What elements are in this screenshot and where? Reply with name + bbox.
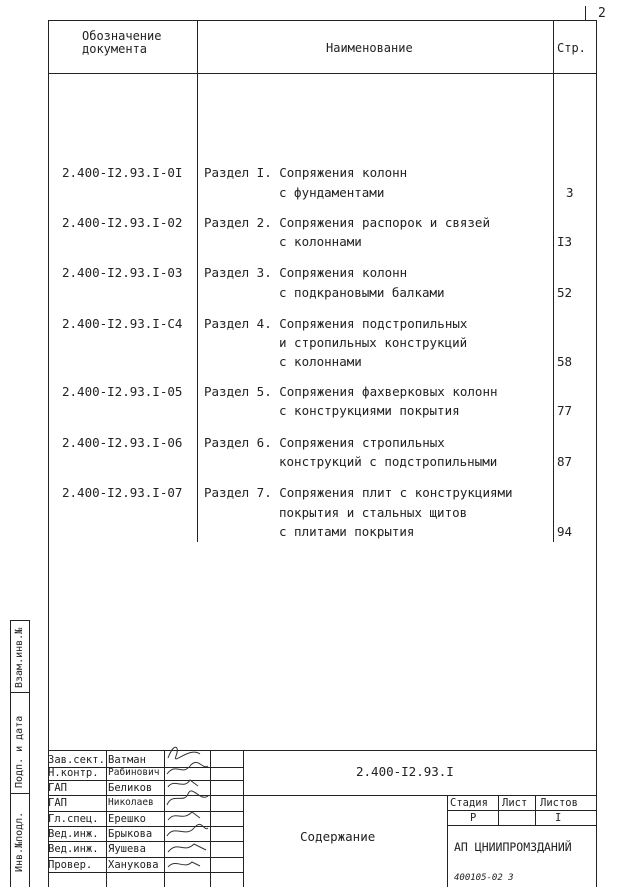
stamp-sheets-label: Листов <box>540 797 578 809</box>
row-code: 2.400-I2.93.I-0I <box>62 165 183 180</box>
row-page: 52 <box>557 285 573 300</box>
row-page: 87 <box>557 454 573 469</box>
stamp-role: Зав.сект. <box>48 754 105 766</box>
row-page: 3 <box>566 185 574 200</box>
stamp-name: Ханукова <box>108 859 159 871</box>
stamp-name: Ватман <box>108 754 146 766</box>
stamp-name: Николаев <box>108 797 154 808</box>
stamp-org: АП ЦНИИПРОМЗДАНИЙ <box>454 840 572 854</box>
row-title: Раздел 4. Сопряжения подстропильных <box>204 316 468 331</box>
row-code: 2.400-I2.93.I-06 <box>62 435 183 450</box>
row-page: 58 <box>557 354 573 369</box>
stamp-sheet-label: Лист <box>502 797 528 809</box>
row-code: 2.400-I2.93.I-C4 <box>62 316 183 331</box>
header-designation: Обозначение <box>82 29 162 43</box>
side-label-replace: Взам.инв.№ <box>14 627 25 688</box>
stamp-role: Гл.спец. <box>48 813 99 825</box>
row-title: с подкрановыми балками <box>279 285 445 300</box>
row-code: 2.400-I2.93.I-05 <box>62 384 183 399</box>
footer-note: 400105-02 3 <box>454 873 514 883</box>
stamp-sheet: I <box>555 812 562 824</box>
row-title: с колоннами <box>279 354 362 369</box>
row-title: конструкций с подстропильными <box>279 454 498 469</box>
stamp-role: Вед.инж. <box>48 843 99 855</box>
stamp-name: Яушева <box>108 843 146 855</box>
row-title: Раздел 7. Сопряжения плит с конструкциями <box>204 485 513 500</box>
header-designation-2: документа <box>82 42 148 56</box>
row-code: 2.400-I2.93.I-02 <box>62 215 183 230</box>
row-title: Раздел 5. Сопряжения фахверковых колонн <box>204 384 498 399</box>
row-title: Раздел I. Сопряжения колонн <box>204 165 408 180</box>
row-code: 2.400-I2.93.I-07 <box>62 485 183 500</box>
page-number: 2 <box>598 6 606 21</box>
stamp-name: Рабинович <box>108 767 160 778</box>
stamp-stage: Р <box>470 812 477 824</box>
row-title: и стропильных конструкций <box>279 335 468 350</box>
stamp-stage-label: Стадия <box>450 797 488 809</box>
row-title: с колоннами <box>279 234 362 249</box>
stamp-title: Содержание <box>300 829 376 844</box>
row-title: Раздел 3. Сопряжения колонн <box>204 265 408 280</box>
row-title: Раздел 2. Сопряжения распорок и связей <box>204 215 490 230</box>
row-title: Раздел 6. Сопряжения стропильных <box>204 435 445 450</box>
stamp-role: ГАП <box>48 782 67 794</box>
stamp-role: Н.контр. <box>48 767 99 779</box>
stamp-name: Беликов <box>108 782 153 794</box>
side-label-sign: Подп. и дата <box>14 715 25 788</box>
stamp-name: Ерешко <box>108 813 146 825</box>
row-title: с фундаментами <box>279 185 385 200</box>
row-page: 77 <box>557 403 573 418</box>
side-label-inv: Инв.№подл. <box>14 811 25 872</box>
row-page: 94 <box>557 524 573 539</box>
stamp-doc-code: 2.400-I2.93.I <box>356 764 454 779</box>
row-title: покрытия и стальных щитов <box>279 505 468 520</box>
row-code: 2.400-I2.93.I-03 <box>62 265 183 280</box>
row-title: с конструкциями покрытия <box>279 403 460 418</box>
row-title: с плитами покрытия <box>279 524 415 539</box>
stamp-role: Вед.инж. <box>48 828 99 840</box>
header-name: Наименование <box>326 41 413 55</box>
stamp-name: Брыкова <box>108 828 153 840</box>
header-page: Стр. <box>557 41 586 55</box>
stamp-role: Провер. <box>48 859 93 871</box>
signatures <box>164 740 214 887</box>
stamp-role: ГАП <box>48 797 67 809</box>
row-page: I3 <box>557 234 573 249</box>
